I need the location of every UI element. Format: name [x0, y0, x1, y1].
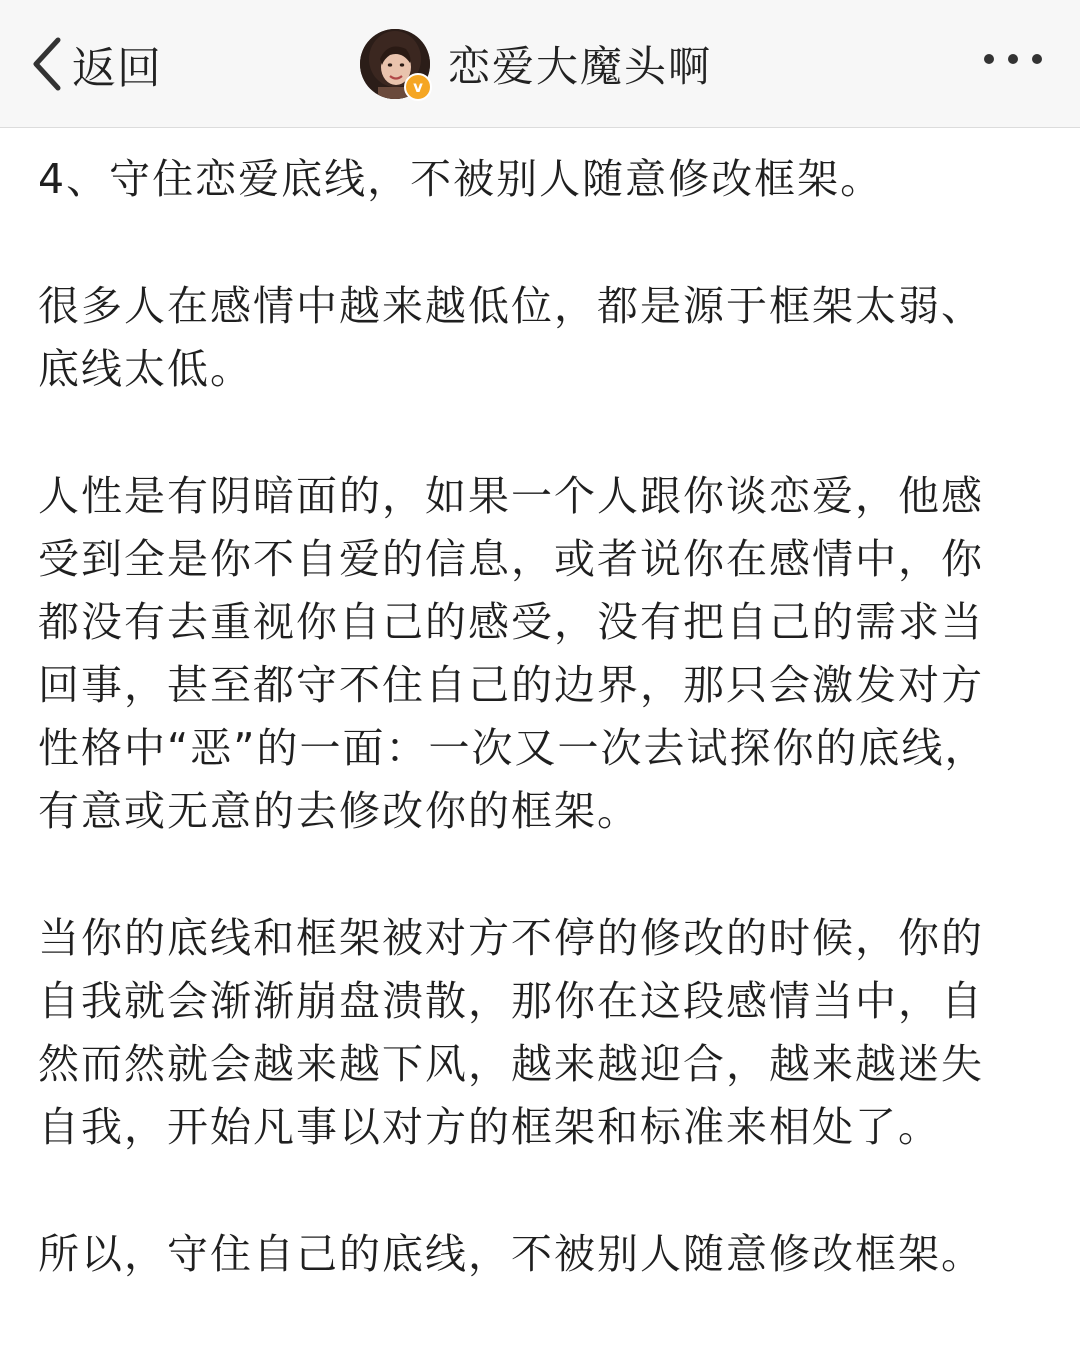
article-paragraph: 所以，守住自己的底线，不被别人随意修改框架。: [38, 1230, 984, 1278]
article-paragraph: 很多人在感情中越来越低位，都是源于框架太弱、底线太低。: [38, 282, 984, 393]
username[interactable]: 恋爱大魔头啊: [448, 42, 713, 91]
more-button[interactable]: [984, 54, 1042, 64]
more-dot-icon: [1008, 54, 1018, 64]
article-paragraph: 当你的底线和框架被对方不停的修改的时候，你的自我就会渐渐崩盘溃散，那你在这段感情当中，自然而然就会越来越下风，越来越迎合，越来越迷失自我，开始凡事以对方的框架和标准来相处了。: [38, 914, 984, 1151]
more-dot-icon: [1032, 54, 1042, 64]
profile-header[interactable]: [360, 28, 712, 100]
more-dot-icon: [984, 54, 994, 64]
back-label: 返回: [72, 43, 162, 94]
article-body: [38, 148, 1013, 1350]
article-paragraph: 4、守住恋爱底线，不被别人随意修改框架。: [38, 155, 884, 203]
verified-badge-icon: v: [404, 73, 432, 101]
chevron-left-icon: [30, 36, 64, 92]
top-nav-bar: [0, 0, 1080, 128]
avatar-container[interactable]: [360, 29, 430, 99]
back-button[interactable]: [30, 30, 162, 98]
article-paragraph: 人性是有阴暗面的，如果一个人跟你谈恋爱，他感受到全是你不自爱的信息，或者说你在感情中，你都没有去重视你自己的感受，没有把自己的需求当回事，甚至都守不住自己的边界，那只会激发对方性格中“恶”的一面：一次又一次去试探你的底线，有意或无意的去修改你的框架。: [38, 472, 988, 835]
